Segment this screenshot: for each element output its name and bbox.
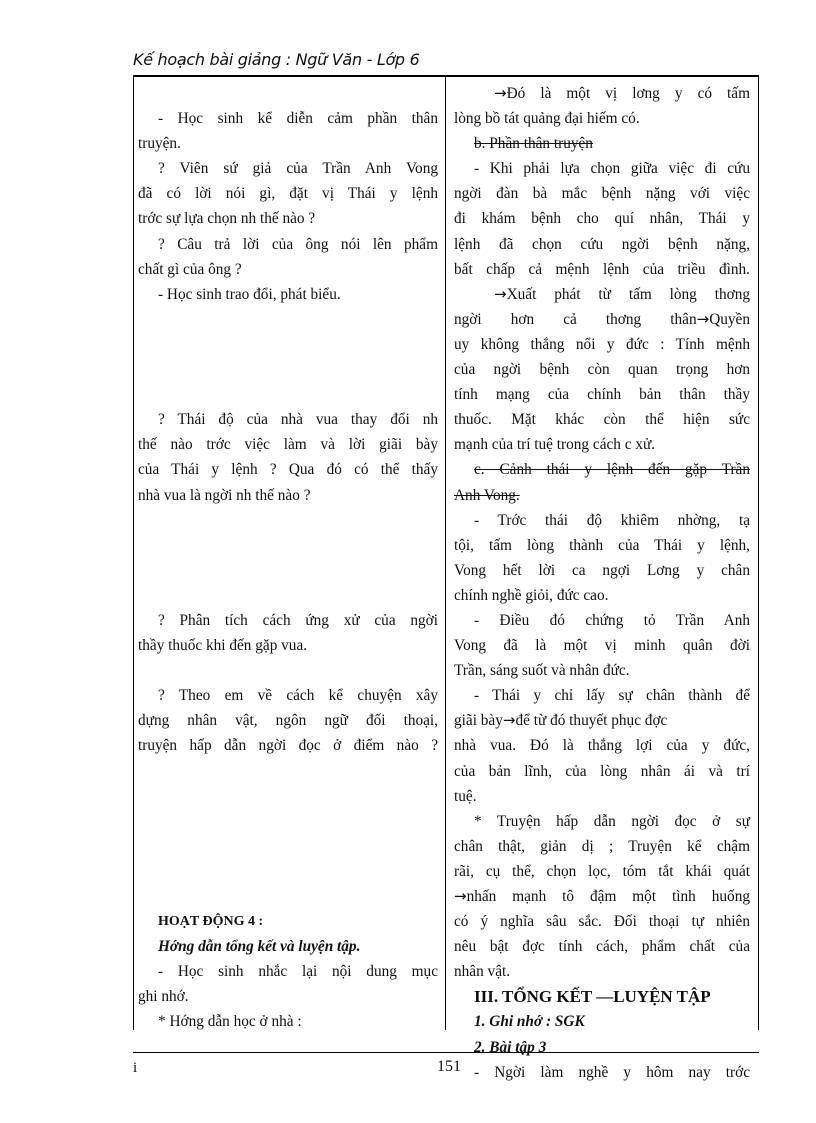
line-text: - Khi phải lựa chọn giữa việc đi cứu	[474, 160, 750, 178]
text-line	[454, 533, 750, 558]
line-text: Vong đã là một vị minh quân đời	[454, 637, 750, 655]
line-text: c. Cảnh thái y lệnh đến gặp Trần	[474, 461, 750, 479]
text-line	[138, 432, 438, 457]
arrow-right-icon: →	[696, 309, 710, 328]
text-line	[454, 483, 750, 508]
text-line	[454, 583, 750, 608]
text-line	[138, 834, 438, 859]
activity-heading: HOẠT ĐỘNG 4 :	[158, 914, 264, 930]
page-header: Kế hoạch bài giảng : Ngữ Văn - Lớp 6	[133, 50, 420, 69]
teacher-activities-column	[138, 81, 438, 1035]
text-line	[138, 257, 438, 282]
line-text: của bản lĩnh, của lòng nhân ái và trí	[454, 762, 750, 780]
line-text: - Học sinh kể diễn cảm phần thân	[158, 110, 438, 128]
line-text: - Học sinh trao đổi, phát biểu.	[158, 285, 341, 303]
line-text: có ý nghĩa sâu sắc. Đối thoại tự nhiên	[454, 913, 750, 931]
line-text: dựng nhân vật, ngôn ngữ đối thoại,	[138, 712, 438, 730]
text-line	[138, 457, 438, 482]
line-text: thầy thuốc khi đến gặp vua.	[138, 637, 308, 655]
text-line	[138, 407, 438, 432]
line-text: thuốc. Mặt khác còn thể hiện sức	[454, 411, 750, 429]
text-line	[138, 633, 438, 658]
line-text: tuệ.	[454, 787, 477, 805]
text-line: ghi nhớ.	[138, 988, 189, 1006]
text-line	[454, 959, 750, 984]
text-line	[138, 181, 438, 206]
text-line: - Học sinh nhắc lại nội dung mục	[158, 963, 438, 981]
line-text: Quyền	[709, 310, 750, 328]
line-text: ngời đàn bà mắc bệnh nặng với việc	[454, 185, 750, 203]
activity-subtitle: Hớng dẫn tổng kết và luyện tập.	[158, 938, 361, 956]
text-line	[138, 357, 438, 382]
text-line	[138, 583, 438, 608]
line-text: nhân vật.	[454, 963, 511, 981]
line-text: nêu bật đợc tính cách, phẩm chất của	[454, 938, 750, 956]
text-line	[454, 282, 750, 307]
text-line	[138, 81, 438, 106]
line-text: nhà vua là ngời nh thế nào ?	[138, 486, 311, 504]
line-text: chân thật, giản dị ; Truyện kể chậm	[454, 837, 750, 855]
line-text: của ngời bệnh còn quan trọng hơn	[454, 361, 750, 379]
line-text: lòng bồ tát quảng đại hiếm có.	[454, 110, 640, 128]
line-text: ? Theo em về cách kể chuyện xây	[158, 687, 438, 705]
line-text: đã có lời nói gì, đặt vị Thái y lệnh	[138, 185, 438, 203]
footer-left-mark: i	[133, 1060, 138, 1076]
text-line	[138, 809, 438, 834]
content-column	[454, 81, 750, 1085]
line-text: b. Phần thân truyện	[474, 135, 593, 153]
footer-rule	[133, 1052, 759, 1053]
text-line	[138, 382, 438, 407]
line-text: tính mạng của chính bản thân thầy	[454, 386, 750, 404]
text-line: * Hớng dẫn học ở nhà :	[158, 1013, 302, 1031]
line-text: nhấn mạnh tô đậm một tình huống	[466, 888, 750, 905]
line-text: truyện hấp dẫn ngời đọc ở điểm nào ?	[138, 737, 438, 755]
text-line	[454, 206, 750, 231]
text-line	[454, 909, 750, 934]
arrow-right-icon: →	[502, 711, 516, 730]
ghi-nho-item: 1. Ghi nhớ : SGK	[474, 1013, 585, 1031]
text-line	[454, 608, 750, 633]
arrow-right-icon: →	[454, 887, 467, 905]
text-line	[138, 106, 438, 131]
text-line	[138, 884, 438, 909]
text-line	[454, 759, 750, 784]
line-text: Anh Vong.	[454, 486, 520, 504]
text-line	[138, 232, 438, 257]
line-text: ? Phân tích cách ứng xử của ngời	[158, 611, 438, 629]
line-text: Đó là một vị lơng y có tấm	[506, 85, 750, 102]
arrow-right-icon: →	[494, 284, 507, 303]
text-line	[454, 508, 750, 533]
text-line	[454, 357, 750, 382]
line-text: ngời hơn cả thơng thân	[454, 310, 697, 328]
text-line	[138, 558, 438, 583]
text-line	[454, 884, 750, 909]
text-line	[138, 708, 438, 733]
text-line	[454, 558, 750, 583]
text-line	[454, 859, 750, 884]
line-text: chất gì của ông ?	[138, 260, 242, 278]
text-line	[454, 432, 750, 457]
section-heading: III. TỔNG KẾT —LUYỆN TẬP	[474, 987, 711, 1007]
line-text: truyện.	[138, 135, 181, 153]
text-line	[138, 608, 438, 633]
text-line	[454, 708, 750, 733]
text-line	[138, 131, 438, 156]
text-line	[138, 533, 438, 558]
text-line	[138, 759, 438, 784]
text-line	[138, 307, 438, 332]
line-text: tội, tấm lòng thành của Thái y lệnh,	[454, 536, 750, 554]
line-text: Trần, sáng suốt và nhân đức.	[454, 662, 630, 680]
text-line	[138, 332, 438, 357]
text-line	[138, 658, 438, 683]
text-line	[454, 307, 750, 332]
text-line	[454, 658, 750, 683]
line-text: - Trớc thái độ khiêm nhờng, tạ	[474, 511, 750, 529]
text-line	[138, 206, 438, 231]
line-text: thế nào trớc việc làm và lời giãi bày	[138, 436, 438, 454]
text-line	[138, 483, 438, 508]
text-line	[454, 809, 750, 834]
line-text: đi khám bệnh cho quí nhân, Thái y	[454, 210, 750, 228]
text-line	[454, 81, 750, 106]
column-divider	[445, 77, 446, 1030]
text-line	[138, 859, 438, 884]
bai-tap-item: 2. Bài tập 3	[474, 1038, 547, 1056]
text-line	[454, 156, 750, 181]
line-text: chính nghề giỏi, đức cao.	[454, 586, 609, 604]
line-text: trớc sự lựa chọn nh thế nào ?	[138, 210, 316, 228]
text-line	[454, 106, 750, 131]
line-text: - Điều đó chứng tỏ Trần Anh	[474, 611, 750, 629]
line-text: uy không thắng nổi y đức : Tính mệnh	[454, 335, 750, 353]
text-line	[454, 181, 750, 206]
text-line	[454, 407, 750, 432]
text-line	[138, 508, 438, 533]
text-line	[454, 733, 750, 758]
text-line	[454, 784, 750, 809]
text-line	[454, 382, 750, 407]
text-line	[138, 683, 438, 708]
text-line: - Ngời làm nghề y hôm nay trớc	[474, 1063, 750, 1081]
text-line	[454, 232, 750, 257]
text-line	[454, 683, 750, 708]
line-text: ? Câu trả lời của ông nói lên phẩm	[158, 235, 438, 253]
line-text: của Thái y lệnh ? Qua đó có thể thấy	[138, 461, 438, 479]
line-text: Vong hết lời ca ngợi Lơng y chân	[454, 561, 750, 579]
line-text: nhà vua. Đó là thắng lợi của y đức,	[454, 737, 750, 755]
line-text: - Thái y chỉ lấy sự chân thành để	[474, 687, 750, 705]
page-number: 151	[437, 1058, 461, 1075]
line-text: mạnh của trí tuệ trong cách c xử.	[454, 436, 656, 454]
line-text: ? Viên sứ giả của Trần Anh Vong	[158, 160, 438, 178]
text-line	[454, 457, 750, 482]
text-line	[138, 156, 438, 181]
line-text: bất chấp cả mệnh lệnh của triều đình.	[454, 260, 750, 278]
text-line	[138, 282, 438, 307]
text-line	[454, 131, 750, 156]
text-line	[454, 633, 750, 658]
line-text: giãi bày	[454, 712, 503, 730]
text-line	[138, 784, 438, 809]
line-text: lệnh đã chọn cứu ngời bệnh nặng,	[454, 235, 750, 253]
line-text: để từ đó thuyết phục đợc	[515, 712, 668, 730]
line-text: ? Thái độ của nhà vua thay đổi nh	[158, 411, 438, 429]
text-line	[454, 834, 750, 859]
text-line	[454, 934, 750, 959]
text-line	[454, 332, 750, 357]
arrow-right-icon: →	[494, 84, 507, 102]
text-line	[454, 257, 750, 282]
text-line	[138, 733, 438, 758]
line-text: Xuất phát từ tấm lòng thơng	[506, 285, 750, 303]
line-text: rãi, cụ thể, chọn lọc, tóm tắt khái quát	[454, 862, 750, 880]
line-text: * Truyện hấp dẫn ngời đọc ở sự	[474, 812, 750, 830]
